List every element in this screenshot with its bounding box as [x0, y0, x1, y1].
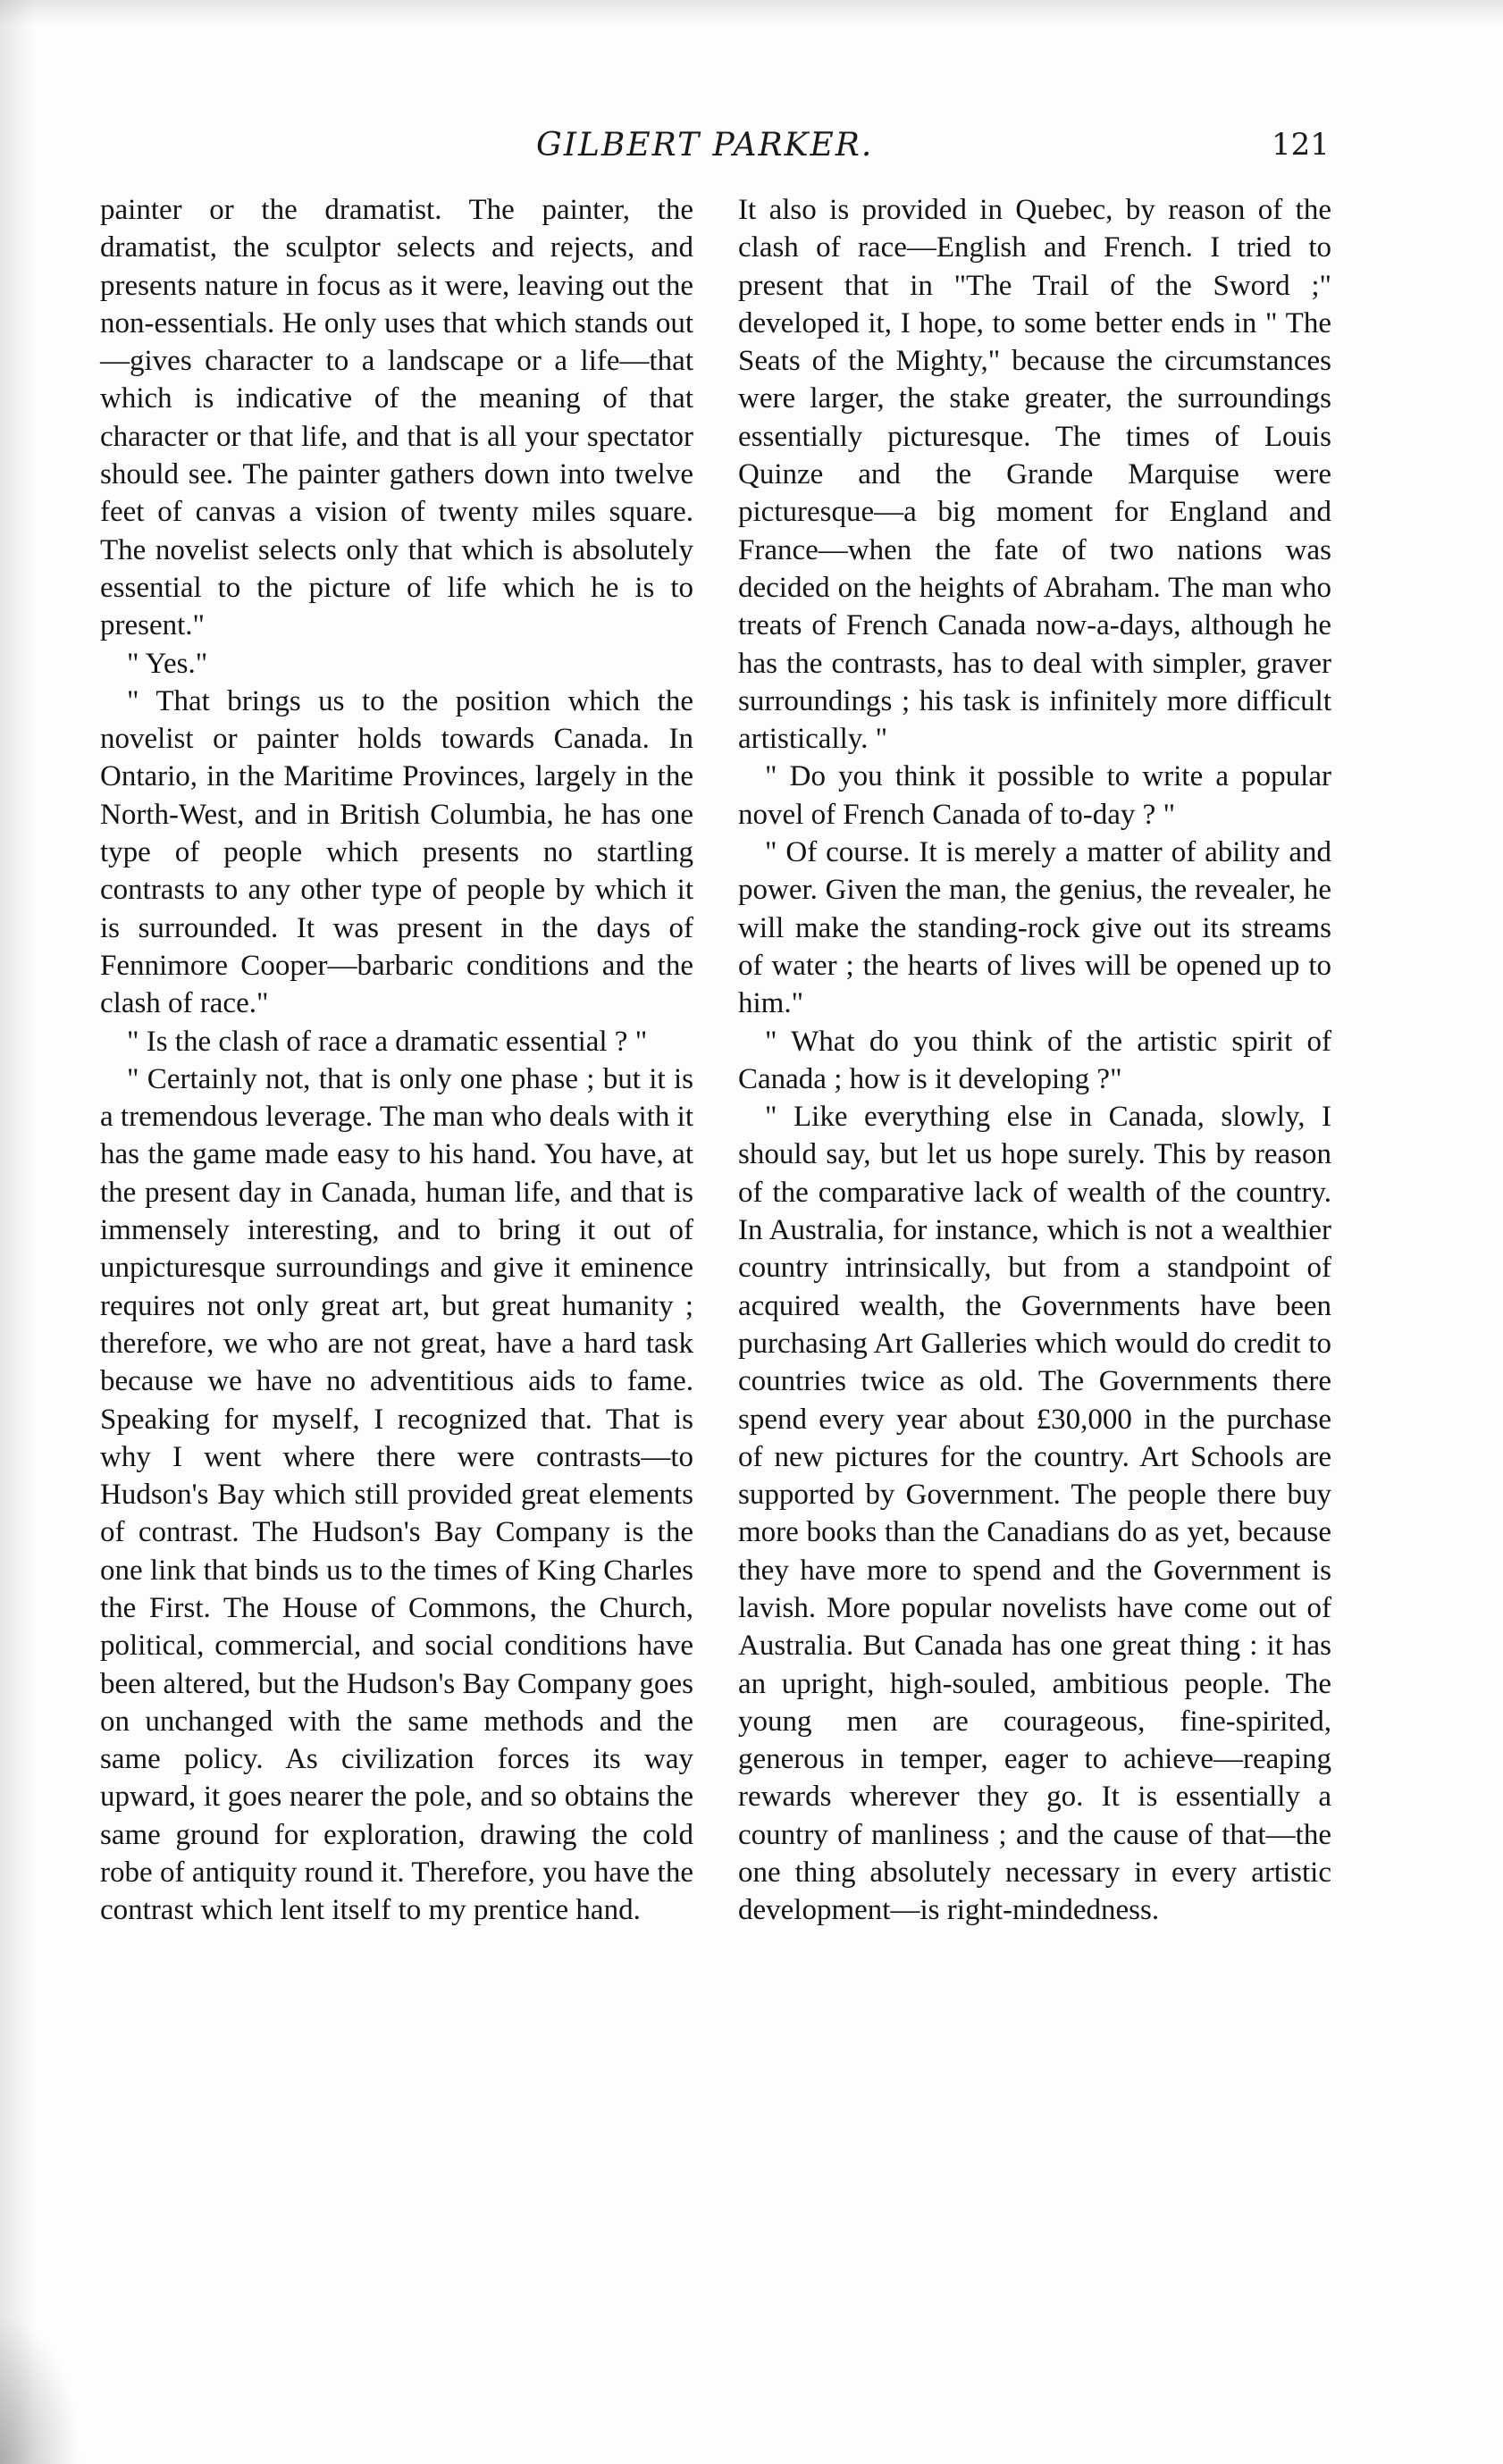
paragraph: " Is the clash of race a dramatic essential ? " — [127, 1025, 648, 1058]
left-column — [100, 191, 693, 1930]
running-title: GILBERT PARKER. — [536, 127, 874, 163]
paragraph: " Of course. It is merely a matter of ability and power. Given the man, the genius, the revealer, he will make the standing-rock give out its streams of water ; the hearts of lives will be opened up to him." — [738, 836, 1331, 1020]
page-number: 121 — [1272, 127, 1330, 163]
right-column — [738, 191, 1331, 1930]
paragraph: " Yes." — [127, 647, 208, 680]
paragraph: " Do you think it possible to write a popular novel of French Canada of to-day ? " — [738, 760, 1331, 831]
running-head — [0, 127, 1503, 172]
scan-shadow-left — [0, 0, 36, 2464]
paragraph: " Certainly not, that is only one phase ; but it is a tremendous leverage. The man who deals with it has the game made easy to his hand. You have, at the present day in Canada, human life, and that is immensely interesting, and to bring it out of unpicturesque surroundings and give it eminence requires not only great art, but great humanity ; therefore, we who are not great, have a hard task because we have no adventitious aids to fame. Speaking for myself, I recognized that. That is why I went where there were contrasts—to Hudson's Bay which still provided great elements of contrast. The Hudson's Bay Company is the one link that binds us to the times of King Charles the First. The House of Commons, the Church, political, commercial, and social conditions have been altered, but the Hudson's Bay Company goes on unchanged with the same methods and the same policy. As civilization forces its way upward, it goes nearer the pole, and so obtains the same ground for exploration, drawing the cold robe of antiquity round it. Therefore, you have the contrast which lent itself to my prentice hand. — [100, 1062, 693, 1927]
scan-shadow-top — [0, 0, 1503, 25]
paragraph: " That brings us to the position which the novelist or painter holds towards Canada. In Ontario, in the Maritime Provinces, largely in the North-West, and in British Columbia, he has one type of people which presents no startling contrasts to any other type of people by which it is surrounded. It was present in the days of Fennimore Cooper—barbaric conditions and the clash of race." — [100, 684, 693, 1020]
paragraph: painter or the dramatist. The painter, the dramatist, the sculptor selects and rejects, and presents nature in focus as it were, leaving out the non-essentials. He only uses that which stands out—gives character to a landscape or a life—that which is indicative of the meaning of that character or that life, and that is all your spectator should see. The painter gathers down into twelve feet of canvas a vision of twenty miles square. The novelist selects only that which is absolutely essential to the picture of life which he is to present." — [100, 194, 693, 642]
paragraph: " Like everything else in Canada, slowly, I should say, but let us hope surely. This by reason of the comparative lack of wealth of the country. In Australia, for instance, which is not a wealthier country intrinsically, but from a standpoint of acquired wealth, the Governments have been purchasing Art Galleries which would do credit to countries twice as old. The Governments there spend every year about £30,000 in the purchase of new pictures for the country. Art Schools are supported by Government. The people there buy more books than the Canadians do as yet, because they have more to spend and the Government is lavish. More popular novelists have come out of Australia. But Canada has one great thing : it has an upright, high-souled, ambitious people. The young men are courageous, fine-spirited, generous in temper, eager to achieve—reaping rewards wherever they go. It is essentially a country of manliness ; and the cause of that—the one thing absolutely necessary in every artistic development—is right-mindedness. — [738, 1101, 1331, 1927]
scan-shadow-corner — [0, 2312, 80, 2464]
paragraph: " What do you think of the artistic spirit of Canada ; how is it developing ?" — [738, 1025, 1331, 1095]
paragraph: It also is provided in Quebec, by reason of the clash of race—English and French. I tried to present that in "The Trail of the Sword ;" developed it, I hope, to some better ends in " The Seats of the Mighty," because the circumstances were larger, the stake greater, the surroundings essentially picturesque. The times of Louis Quinze and the Grande Marquise were picturesque—a big moment for England and France—when the fate of two nations was decided on the heights of Abraham. The man who treats of French Canada now-a-days, although he has the contrasts, has to deal with simpler, graver surroundings ; his task is infinitely more difficult artistically. " — [738, 194, 1331, 756]
